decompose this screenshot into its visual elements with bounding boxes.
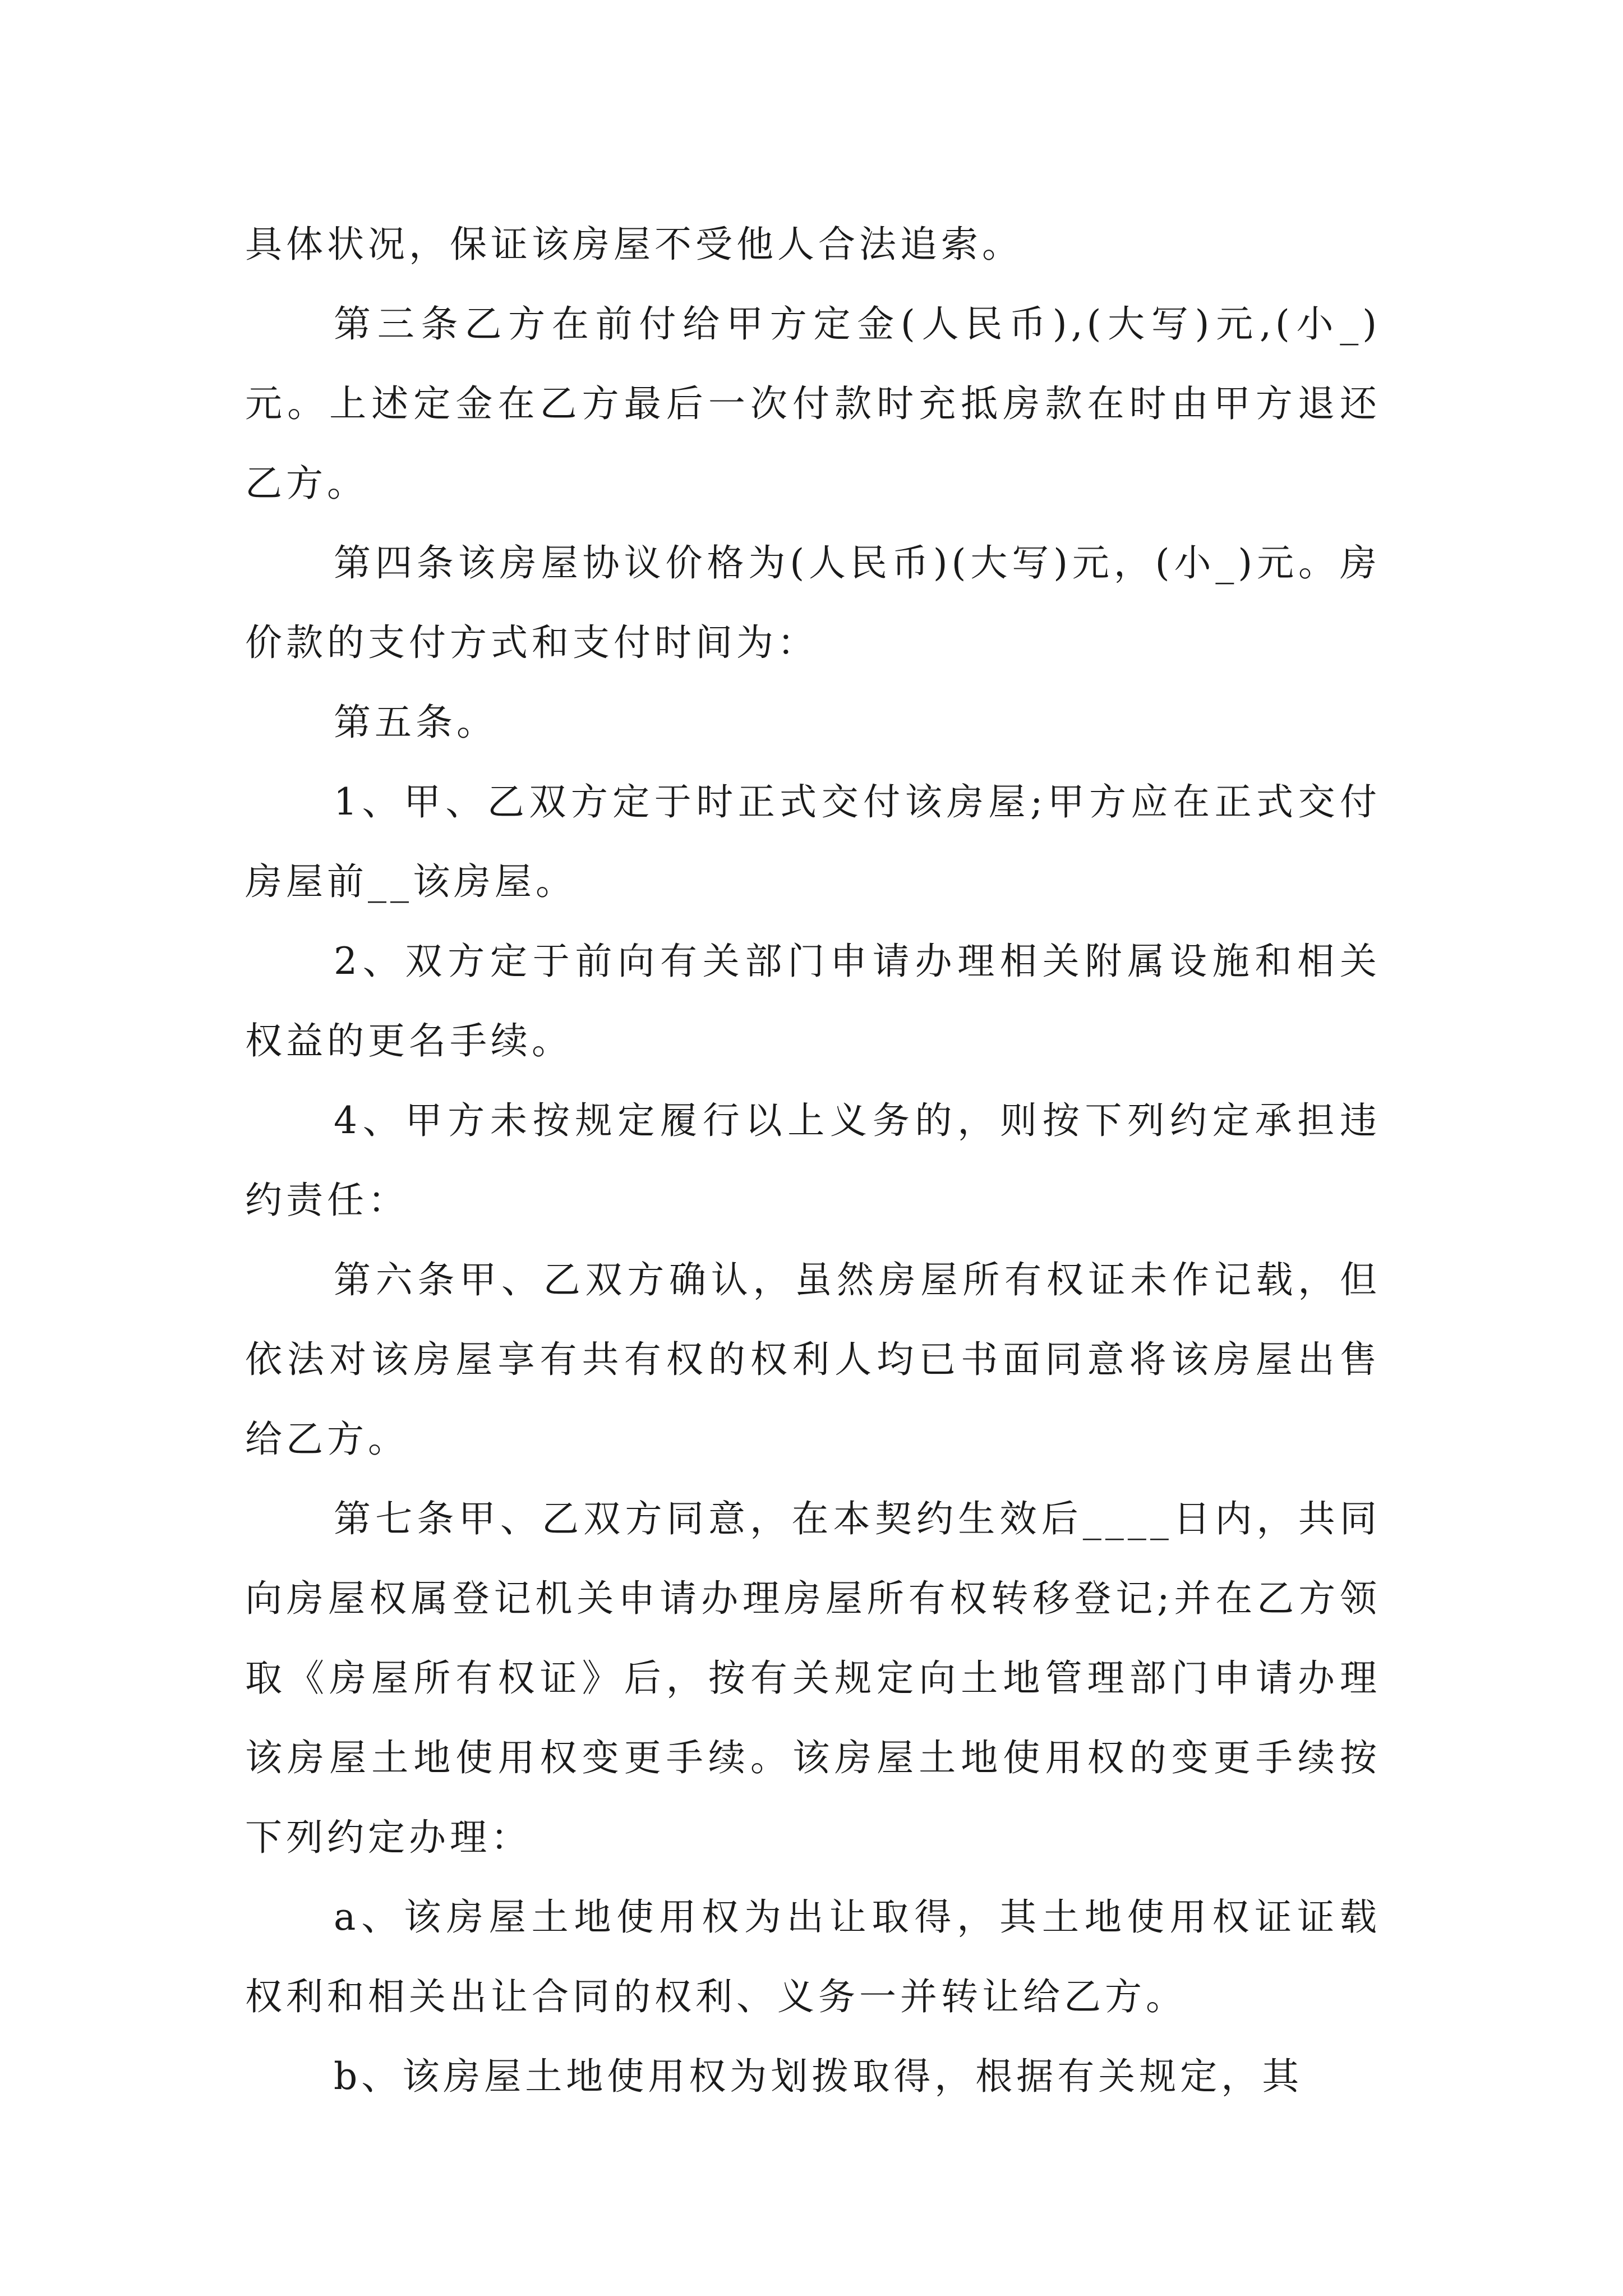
paragraph-article-7-registration: 第七条甲、乙双方同意，在本契约生效后____日内，共同向房屋权属登记机关申请办理房屋所有权转移登记;并在乙方领取《房屋所有权证》后，按有关规定向土地管理部门申请办理该房屋土地使用权变更手续。该房屋土地使用权的变更手续按下列约定办理： <box>245 1497 1381 1859</box>
paragraph-article-6-coownership: 第六条甲、乙双方确认，虽然房屋所有权证未作记载，但依法对该房屋享有共有权的权利人均已书面同意将该房屋出售给乙方。 <box>245 1258 1381 1461</box>
paragraph-item-1-delivery: 1、甲、乙双方定于时正式交付该房屋;甲方应在正式交付房屋前__该房屋。 <box>245 780 1381 903</box>
paragraph-status-guarantee: 具体状况，保证该房屋不受他人合法追索。 <box>245 223 1023 266</box>
paragraph-article-3-deposit: 第三条乙方在前付给甲方定金(人民币),(大写)元,(小_)元。上述定金在乙方最后一次付款时充抵房款在时由甲方退还乙方。 <box>245 302 1381 505</box>
paragraph-item-b-allocation: b、该房屋土地使用权为划拨取得，根据有关规定，其 <box>334 2055 1303 2098</box>
paragraph-article-5: 第五条。 <box>334 701 497 744</box>
paragraph-item-a-transfer: a、该房屋土地使用权为出让取得，其土地使用权证证载权利和相关出让合同的权利、义务一并转让给乙方。 <box>245 1895 1381 2018</box>
paragraph-item-2-rename: 2、双方定于前向有关部门申请办理相关附属设施和相关权益的更名手续。 <box>245 940 1381 1062</box>
paragraph-item-4-liability: 4、甲方未按规定履行以上义务的，则按下列约定承担违约责任： <box>245 1099 1381 1222</box>
paragraph-article-4-price: 第四条该房屋协议价格为(人民币)(大写)元，(小_)元。房价款的支付方式和支付时间为： <box>245 541 1381 664</box>
document-body <box>245 205 1381 2116</box>
